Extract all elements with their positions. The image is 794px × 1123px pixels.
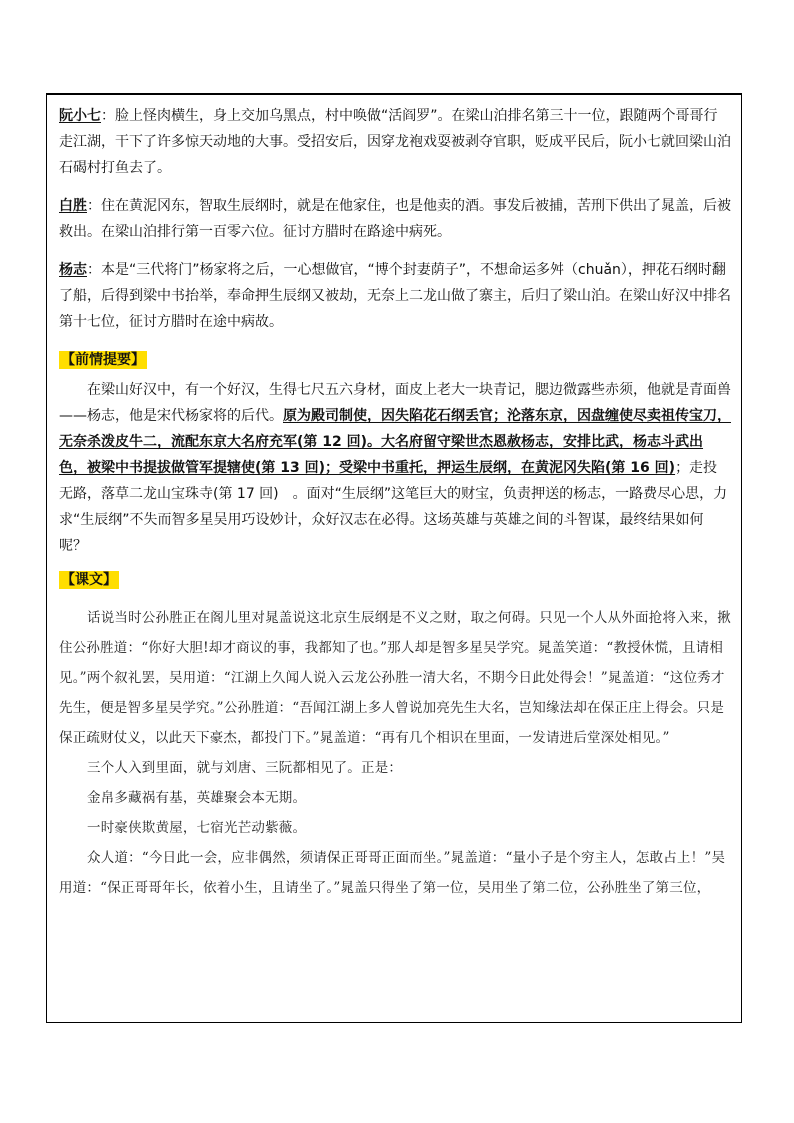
text-section-label: 【课文】 xyxy=(61,572,117,588)
poem-line: 一时豪侠欺黄屋，七宿光芒动紫薇。 xyxy=(87,820,307,836)
recap-paragraph xyxy=(59,377,731,559)
story-paragraph: 话说当时公孙胜正在阁儿里对晁盖说这北京生辰纲是不义之财，取之何碍。只见一个人从外面抢将入来，揪住公孙胜道：“你好大胆!却才商议的事，我都知了也。”那人却是智多星吴学究。晁盖笑道：“教授休慌，且请相见。”两个叙礼罢，吴用道：“江湖上久闻人说入云龙公孙胜一清大名，不期今日此处得会！”晁盖道：“这位秀才先生，便是智多星吴学究。”公孙胜道：“吾闻江湖上多人曾说加亮先生大名，岂知缘法却在保正庄上得会。只是保正疏财仗义，以此天下豪杰，都投门下。”晁盖道：“再有几个相识在里面，一发请进后堂深处相见。” xyxy=(59,610,731,746)
character-name: 杨志 xyxy=(59,262,87,278)
story-paragraph: 三个人入到里面，就与刘唐、三阮都相见了。正是： xyxy=(87,760,403,776)
recap-intro: 在梁山好汉中，有一个好汉，生得七尺五六身材，面皮上老大一块青记，腮边微露些赤须，他就是青面兽——杨志，他是宋代杨家将的后代。 xyxy=(59,382,731,424)
character-description: ：脸上怪肉横生，身上交加乌黑点，村中唤做“活阎罗”。在梁山泊排名第三十一位，跟随两个哥哥行走江湖，干下了许多惊天动地的大事。受招安后，因穿龙袍戏耍被剥夺官职，贬成平民后，阮小七就回梁山泊石碣村打鱼去了。 xyxy=(59,108,731,176)
recap-after: ；走投无路，落草二龙山宝珠寺(第 17 回) 。面对“生辰纲”这笔巨大的财宝，负责押送的杨志，一路费尽心思，力求“生辰纲”不失而智多星吴用巧设妙计，众好汉志在必得。这场英雄与英雄之间的斗智谋，最终结果如何呢？ xyxy=(59,460,728,554)
recap-highlight: 原为殿司制使，因失陷花石纲丢官；沦落东京，因盘缠使尽卖祖传宝刀，无奈杀泼皮牛二，流配东京大名府充军(第 12 回)。大名府留守梁世杰恩赦杨志，安排比武，杨志斗武出色，被梁中书提拔做管军提辖使(第 13 回)；受梁中书重托，押运生辰纲，在黄泥冈失陷(第 16 回) xyxy=(59,408,731,476)
character-description: ：本是“三代将门”杨家将之后，一心想做官，“博个封妻荫子”，不想命运多舛（chuǎn），押花石纲时翻了船，后得到梁中书抬举，奉命押生辰纲又被劫，无奈上二龙山做了寨主，后归了梁山泊。在梁山好汉中排名第十七位，征讨方腊时在途中病故。 xyxy=(59,262,731,330)
poem-line: 金帛多藏祸有基，英雄聚会本无期。 xyxy=(87,790,307,806)
character-name: 白胜 xyxy=(59,198,87,214)
story-paragraph: 众人道：“今日此一会，应非偶然，须请保正哥哥正面而坐。”晁盖道：“量小子是个穷主人，怎敢占上！”吴用道：“保正哥哥年长，依着小生，且请坐了。”晁盖只得坐了第一位，吴用坐了第二位，公孙胜坐了第三位， xyxy=(59,850,726,896)
character-entry-bai-sheng xyxy=(59,193,731,245)
content-frame xyxy=(46,93,742,1023)
content-inner xyxy=(47,94,741,903)
story-body xyxy=(59,603,731,903)
recap-section-label: 【前情提要】 xyxy=(61,352,145,368)
character-name: 阮小七 xyxy=(59,108,101,124)
character-entry-yang-zhi xyxy=(59,257,731,335)
character-entry-ruan-xiaoqi xyxy=(59,103,731,181)
character-description: ：住在黄泥冈东，智取生辰纲时，就是在他家住，也是他卖的酒。事发后被捕，苦刑下供出了晁盖，后被救出。在梁山泊排行第一百零六位。征讨方腊时在路途中病死。 xyxy=(59,198,731,240)
